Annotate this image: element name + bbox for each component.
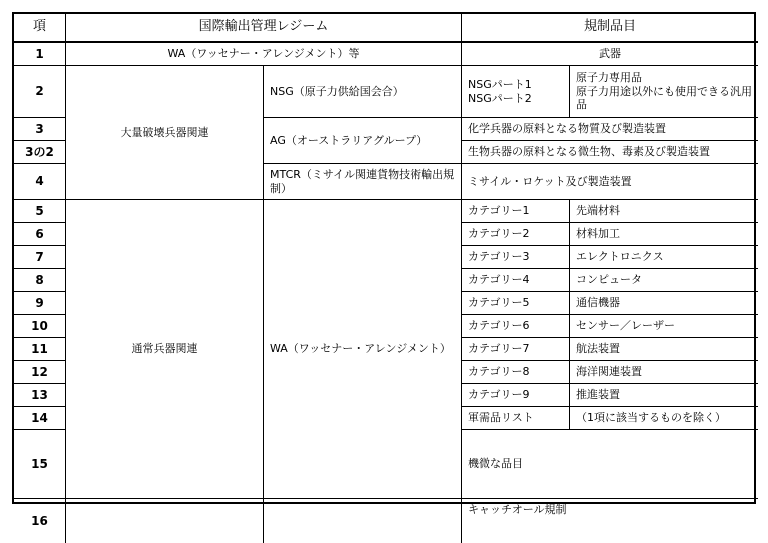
category-label: カテゴリー4 — [462, 269, 570, 292]
row-number: 12 — [14, 361, 66, 384]
header-item: 項 — [14, 14, 66, 43]
category-label: カテゴリー2 — [462, 223, 570, 246]
item-cell: 先端材料 — [570, 200, 758, 223]
row-number: 3 — [14, 118, 66, 141]
row-number: 6 — [14, 223, 66, 246]
category-label: カテゴリー5 — [462, 292, 570, 315]
row-number: 11 — [14, 338, 66, 361]
nsg-parts — [462, 66, 570, 118]
item-cell: 通信機器 — [570, 292, 758, 315]
nsg-part2-item: 原子力用途以外にも使用できる汎用品 — [576, 84, 752, 112]
row-number: 8 — [14, 269, 66, 292]
row-number: 9 — [14, 292, 66, 315]
group-wmd: 大量破壊兵器関連 — [66, 66, 264, 200]
item-cell: センサー／レーザー — [570, 315, 758, 338]
row-number: 5 — [14, 200, 66, 223]
empty-cell — [66, 499, 264, 543]
regime-ag: AG（オーストラリアグループ） — [264, 118, 462, 164]
row-number: 3の2 — [14, 141, 66, 164]
item-cell: 海洋関連装置 — [570, 361, 758, 384]
row-number: 1 — [14, 43, 66, 66]
category-label: カテゴリー1 — [462, 200, 570, 223]
item-cell: ミサイル・ロケット及び製造装置 — [462, 164, 758, 200]
row-number: 15 — [14, 430, 66, 499]
row-number: 7 — [14, 246, 66, 269]
item-cell: 機微な品目 — [462, 430, 758, 499]
item-cell: 推進装置 — [570, 384, 758, 407]
category-label: カテゴリー3 — [462, 246, 570, 269]
row-number: 10 — [14, 315, 66, 338]
item-cell: 航法装置 — [570, 338, 758, 361]
row-number: 4 — [14, 164, 66, 200]
category-label: カテゴリー6 — [462, 315, 570, 338]
row-number: 14 — [14, 407, 66, 430]
category-label: カテゴリー8 — [462, 361, 570, 384]
regime-wa: WA（ワッセナー・アレンジメント） — [264, 200, 462, 499]
empty-cell — [264, 499, 462, 543]
header-controlled-items: 規制品目 — [462, 14, 758, 43]
nsg-part1: NSGパート1 — [468, 77, 532, 91]
category-label: カテゴリー9 — [462, 384, 570, 407]
item-cell: 生物兵器の原料となる微生物、毒素及び製造装置 — [462, 141, 758, 164]
row-number: 16 — [14, 499, 66, 543]
regime-nsg: NSG（原子力供給国会合） — [264, 66, 462, 118]
row-number: 13 — [14, 384, 66, 407]
item-cell: エレクトロニクス — [570, 246, 758, 269]
export-control-table — [12, 12, 756, 528]
regime-cell: WA（ワッセナー・アレンジメント）等 — [66, 43, 462, 66]
header-regime: 国際輸出管理レジーム — [66, 14, 462, 43]
category-label: カテゴリー7 — [462, 338, 570, 361]
category-label: 軍需品リスト — [462, 407, 570, 430]
nsg-part1-item: 原子力専用品 — [576, 70, 642, 84]
item-cell: （1項に該当するものを除く） — [570, 407, 758, 430]
item-cell: 化学兵器の原料となる物質及び製造装置 — [462, 118, 758, 141]
row-number: 2 — [14, 66, 66, 118]
item-cell: 武器 — [462, 43, 758, 66]
item-cell: 材料加工 — [570, 223, 758, 246]
item-cell: キャッチオール規制 — [468, 503, 567, 516]
item-cell: コンピュータ — [570, 269, 758, 292]
nsg-part2: NSGパート2 — [468, 91, 532, 105]
group-conventional: 通常兵器関連 — [66, 200, 264, 499]
nsg-part-items — [570, 66, 758, 118]
regime-mtcr: MTCR（ミサイル関連貨物技術輸出規制） — [264, 164, 462, 200]
